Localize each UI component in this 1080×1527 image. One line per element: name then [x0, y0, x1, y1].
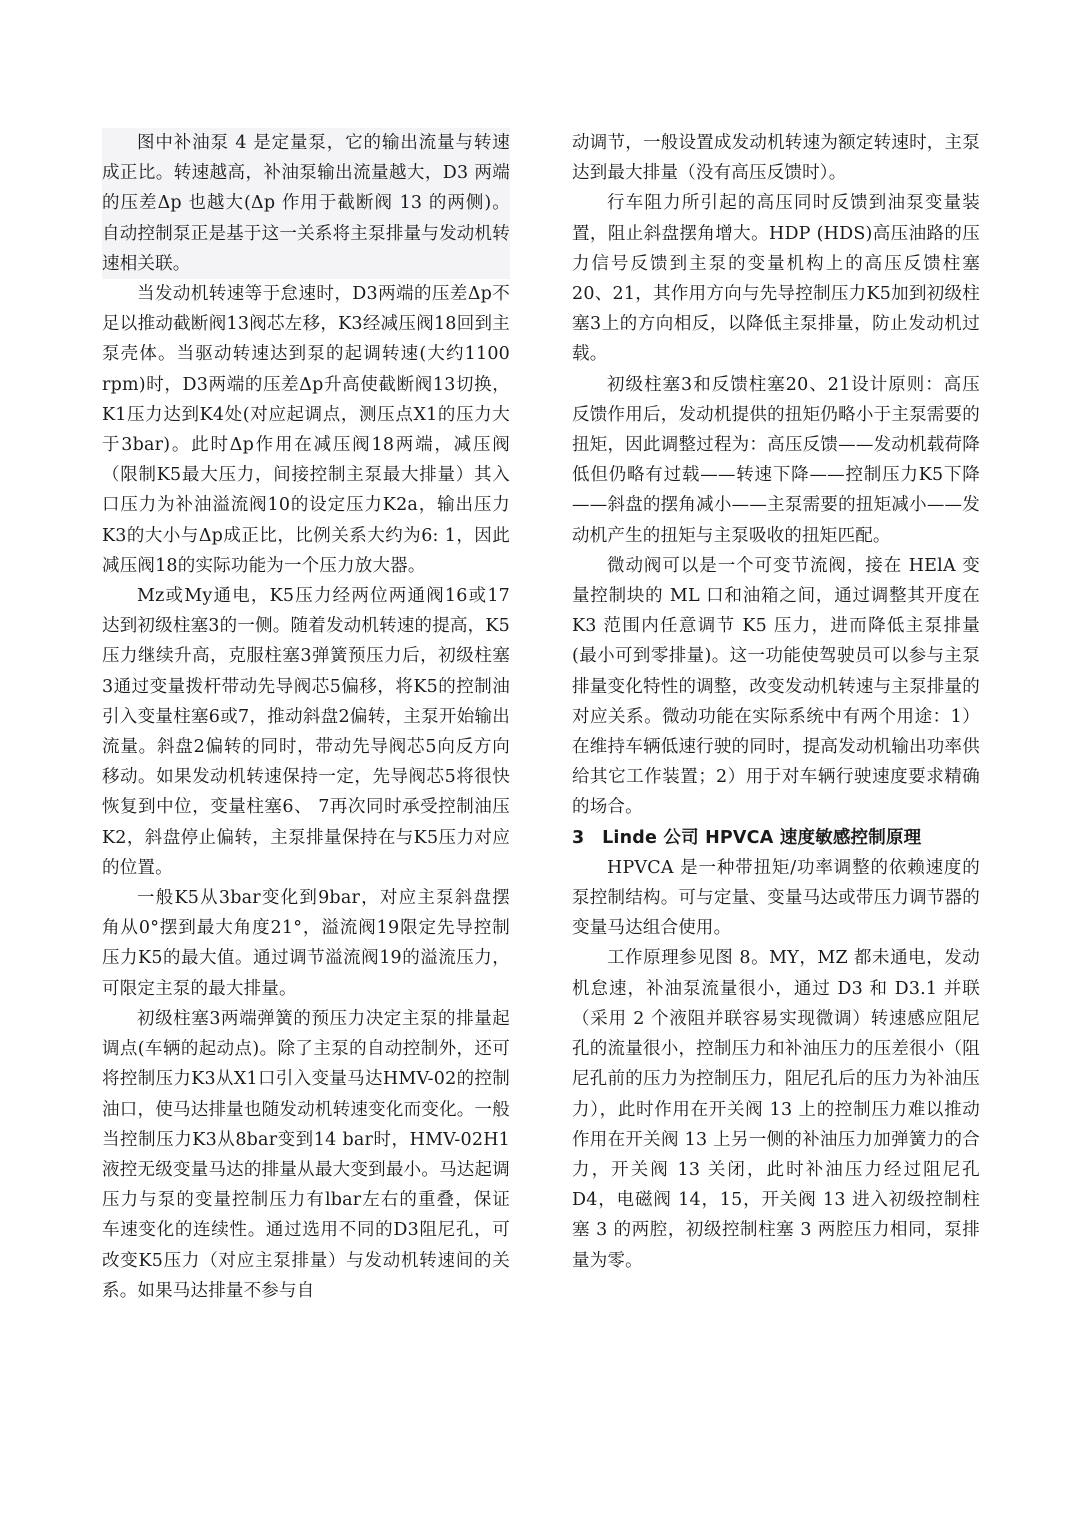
- paragraph: 当发动机转速等于怠速时，D3两端的压差Δp不足以推动截断阀13阀芯左移，K3经减压阀18回到主泵壳体。当驱动转速达到泵的起调转速(大约1100 rpm)时，D3两端的压差Δp升高使截断阀13切换，K1压力达到K4处(对应起调点，测压点X1的压力大于3bar)。此时Δp作用在减压阀18两端，减压阀（限制K5最大压力，间接控制主泵最大排量）其入口压力为补油溢流阀10的设定压力K2a，输出压力K3的大小与Δp成正比，比例关系大约为6: 1，因此减压阀18的实际功能为一个压力放大器。: [102, 284, 510, 576]
- left-column: [102, 128, 510, 1306]
- paragraph: 初级柱塞3两端弹簧的预压力决定主泵的排量起调点(车辆的起动点)。除了主泵的自动控制外，还可将控制压力K3从X1口引入变量马达HMV-02的控制油口，使马达排量也随发动机转速变化而变化。一般当控制压力K3从8bar变到14 bar时，HMV-02H1液控无级变量马达的排量从最大变到最小。马达起调压力与泵的变量控制压力有lbar左右的重叠，保证车速变化的连续性。通过选用不同的D3阻尼孔，可改变K5压力（对应主泵排量）与发动机转速间的关系。如果马达排量不参与自: [102, 1008, 510, 1301]
- paragraph: 行车阻力所引起的高压同时反馈到油泵变量装置，阻止斜盘摆角增大。HDP (HDS)高压油路的压力信号反馈到主泵的变量机构上的高压反馈柱塞20、21，其作用方向与先导控制压力K5加到初级柱塞3上的方向相反，以降低主泵排量，防止发动机过载。: [572, 193, 980, 365]
- right-column: [572, 128, 980, 1276]
- paragraph: Mz或My通电，K5压力经两位两通阀16或17达到初级柱塞3的一侧。随着发动机转速的提高，K5压力继续升高，克服柱塞3弹簧预压力后，初级柱塞3通过变量拨杆带动先导阀芯5偏移，将K5的控制油引入变量柱塞6或7，推动斜盘2偏转，主泵开始输出流量。斜盘2偏转的同时，带动先导阀芯5向反方向移动。如果发动机转速保持一定，先导阀芯5将很快恢复到中位，变量柱塞6、 7再次同时承受控制油压K2，斜盘停止偏转，主泵排量保持在与K5压力对应的位置。: [102, 586, 510, 878]
- paragraph: HPVCA 是一种带扭矩/功率调整的依赖速度的泵控制结构。可与定量、变量马达或带压力调节器的变量马达组合使用。: [572, 857, 980, 939]
- paragraph: 工作原理参见图 8。MY，MZ 都未通电，发动机怠速，补油泵流量很小，通过 D3 和 D3.1 并联（采用 2 个液阻并联容易实现微调）转速感应阻尼孔的流量很小，控制压力和补油压力的压差很小（阻尼孔前的压力为控制压力，阻尼孔后的压力为补油压力），此时作用在开关阀 13 上的控制压力难以推动作用在开关阀 13 上另一侧的补油压力加弹簧力的合力，开关阀 13 关闭，此时补油压力经过阻尼孔 D4，电磁阀 14，15，开关阀 13 进入初级控制柱塞 3 的两腔，初级控制柱塞 3 两腔压力相同，泵排量为零。: [572, 948, 980, 1271]
- paragraph: 一般K5从3bar变化到9bar，对应主泵斜盘摆角从0°摆到最大角度21°，溢流阀19限定先导控制压力K5的最大值。通过调节溢流阀19的溢流压力，可限定主泵的最大排量。: [102, 888, 510, 999]
- paragraph: 初级柱塞3和反馈柱塞20、21设计原则：高压反馈作用后，发动机提供的扭矩仍略小于主泵需要的扭矩，因此调整过程为：高压反馈——发动机载荷降低但仍略有过载——转速下降——控制压力K5下降——斜盘的摆角减小——主泵需要的扭矩减小——发动机产生的扭矩与主泵吸收的扭矩匹配。: [572, 374, 980, 546]
- paragraph: 图中补油泵 4 是定量泵，它的输出流量与转速成正比。转速越高，补油泵输出流量越大，D3 两端的压差Δp 也越大(Δp 作用于截断阀 13 的两侧)。自动控制泵正是基于这一关系将主泵排量与发动机转速相关联。: [102, 128, 510, 279]
- paragraph: 微动阀可以是一个可变节流阀，接在 HElA 变量控制块的 ML 口和油箱之间，通过调整其开度在 K3 范围内任意调节 K5 压力，进而降低主泵排量(最小可到零排量)。这一功能使驾驶员可以参与主泵排量变化特性的调整，改变发动机转速与主泵排量的对应关系。微动功能在实际系统中有两个用途：1）在维持车辆低速行驶的同时，提高发动机输出功率供给其它工作装置；2）用于对车辆行驶速度要求精确的场合。: [572, 555, 980, 818]
- paragraph-continuation: 动调节，一般设置成发动机转速为额定转速时，主泵达到最大排量（没有高压反馈时）。: [572, 133, 980, 184]
- section-heading: 3 Linde 公司 HPVCA 速度敏感控制原理: [572, 827, 922, 848]
